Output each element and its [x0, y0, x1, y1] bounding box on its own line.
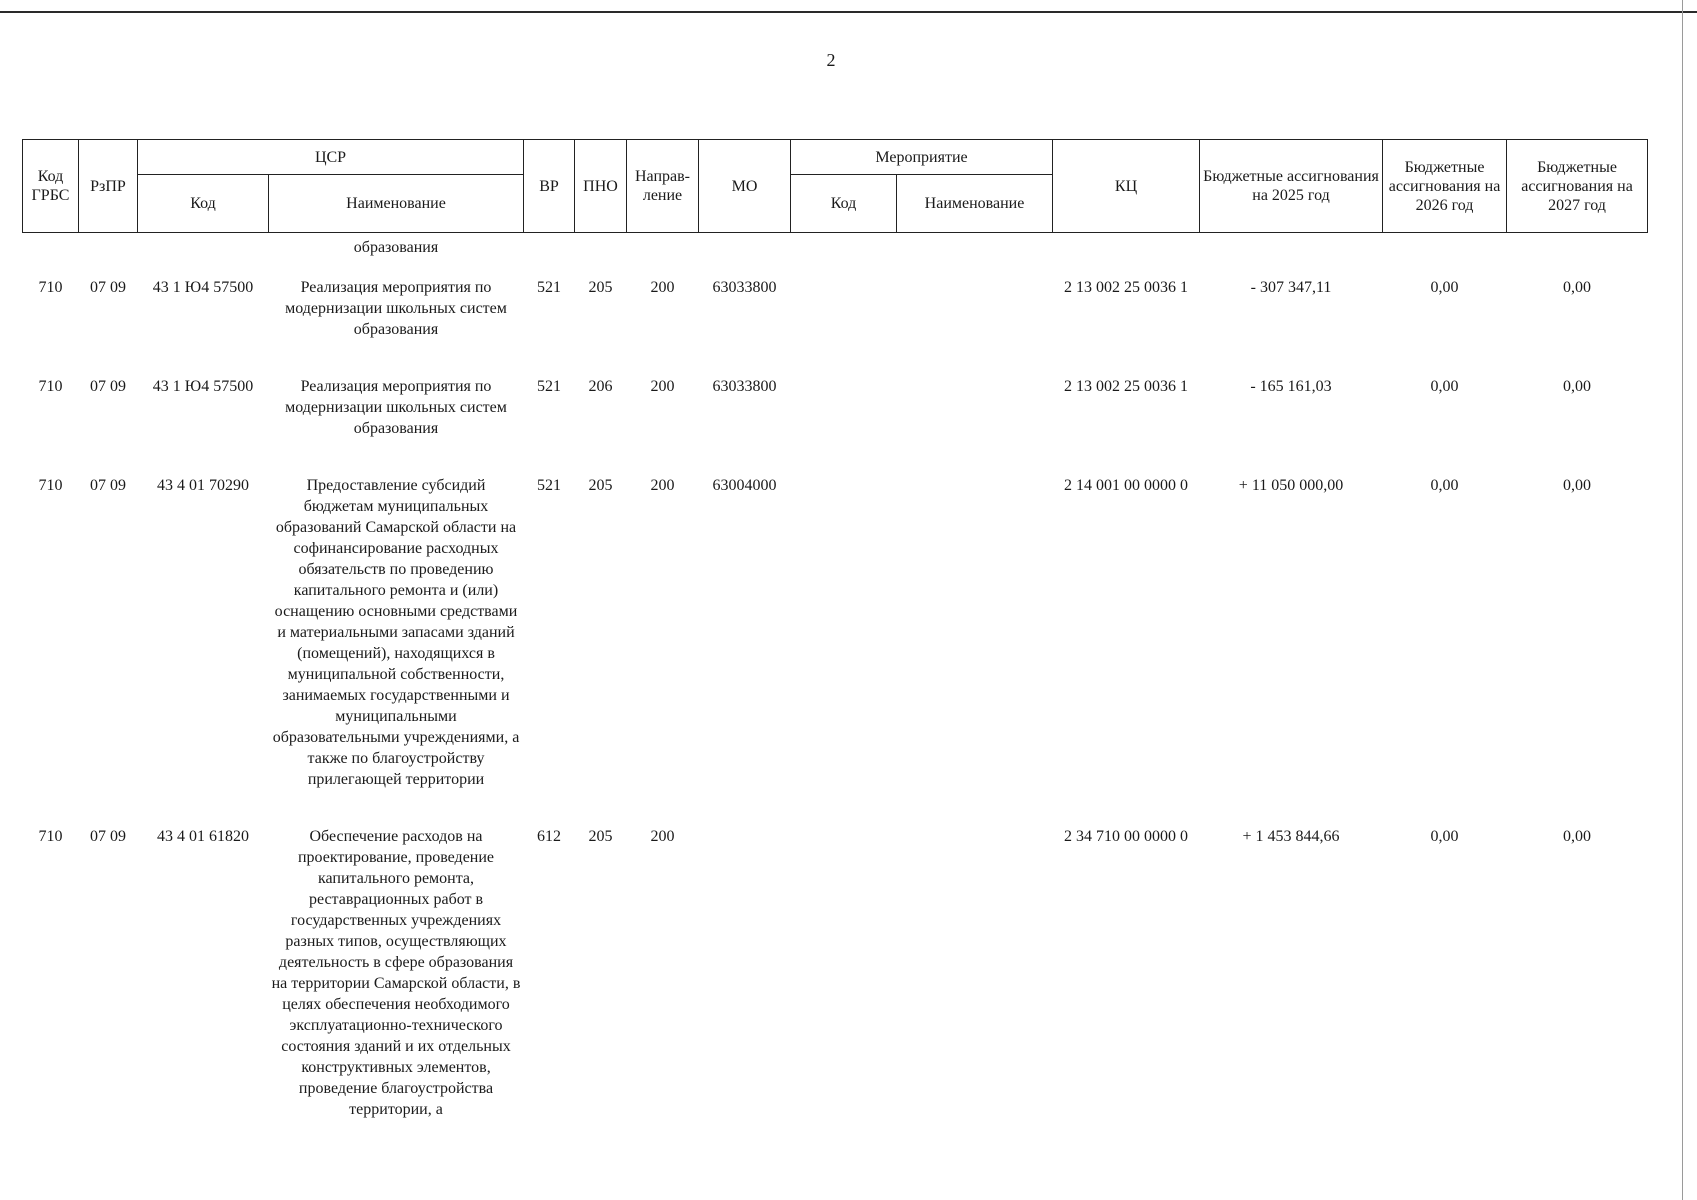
header-event: Мероприятие	[791, 140, 1053, 175]
cell-vr: 521	[537, 477, 561, 494]
table-body	[23, 233, 1648, 1121]
header-csr-code: Код	[138, 175, 269, 233]
cell-budget-2025: - 165 161,03	[1250, 378, 1332, 395]
table-header	[23, 140, 1648, 233]
cell-event-name	[897, 267, 1053, 366]
header-kc: КЦ	[1053, 140, 1200, 233]
cell-budget-2025: + 1 453 844,66	[1242, 828, 1340, 845]
cell-pno: 206	[588, 378, 613, 395]
table-row	[23, 465, 1648, 816]
header-event-name: Наименование	[897, 175, 1053, 233]
header-pno: ПНО	[575, 140, 627, 233]
header-mo: МО	[699, 140, 791, 233]
cell-direction: 200	[650, 279, 675, 296]
cell-vr: 521	[537, 378, 561, 395]
header-grbs: Код ГРБС	[23, 140, 79, 233]
cell-vr: 612	[537, 828, 561, 845]
cell-event-code	[791, 267, 897, 366]
header-budget-2025: Бюджетные ассигнования на 2025 год	[1200, 140, 1383, 233]
cell-kc: 2 14 001 00 0000 0	[1064, 477, 1189, 494]
cell-grbs: 710	[38, 477, 63, 494]
header-direction: Направ-ление	[627, 140, 699, 233]
cell-rzpr: 07 09	[90, 279, 126, 296]
right-rule	[1682, 0, 1683, 1200]
header-csr-name: Наименование	[269, 175, 524, 233]
page-number: 2	[826, 50, 836, 70]
header-budget-2027: Бюджетные ассигнования на 2027 год	[1507, 140, 1648, 233]
cell-budget-2027: 0,00	[1563, 828, 1592, 845]
cell-pno: 205	[588, 477, 613, 494]
cell-budget-2025: - 307 347,11	[1250, 279, 1332, 296]
cell-mo: 63033800	[712, 279, 777, 296]
continuation-row	[23, 233, 1648, 268]
cell-vr: 521	[537, 279, 561, 296]
continuation-text: образования	[353, 239, 439, 256]
cell-event-code	[791, 816, 897, 1120]
cell-budget-2026: 0,00	[1430, 378, 1459, 395]
header-rzpr: РзПР	[79, 140, 138, 233]
cell-event-name	[897, 366, 1053, 465]
table-row	[23, 366, 1648, 465]
cell-csr-code: 43 4 01 70290	[157, 477, 249, 494]
cell-kc: 2 13 002 25 0036 1	[1064, 279, 1189, 296]
cell-csr-name: Обеспечение расходов на проектирование, проведение капитального ремонта, реставрационных работ в государственных учреждениях разных типов, осуществляющих деятельность в сфере образования на территории Самарской области, в целях обеспечения необходимого эксплуатационно-технического состояния зданий и их отдельных конструктивных элементов, проведение благоустройства территории, а	[271, 828, 521, 1118]
cell-csr-code: 43 1 Ю4 57500	[152, 279, 254, 296]
cell-rzpr: 07 09	[90, 828, 126, 845]
cell-pno: 205	[588, 279, 613, 296]
cell-kc: 2 34 710 00 0000 0	[1064, 828, 1189, 845]
cell-csr-name: Реализация мероприятия по модернизации школьных систем образования	[285, 279, 507, 338]
cell-event-code	[791, 366, 897, 465]
cell-csr-code: 43 4 01 61820	[157, 828, 249, 845]
table-row	[23, 267, 1648, 366]
cell-budget-2026: 0,00	[1430, 828, 1459, 845]
cell-csr-name: Реализация мероприятия по модернизации школьных систем образования	[285, 378, 507, 437]
header-vr: ВР	[524, 140, 575, 233]
cell-direction: 200	[650, 477, 675, 494]
table-row	[23, 816, 1648, 1120]
cell-budget-2026: 0,00	[1430, 279, 1459, 296]
cell-direction: 200	[650, 378, 675, 395]
cell-mo: 63033800	[712, 378, 777, 395]
cell-budget-2027: 0,00	[1563, 378, 1592, 395]
cell-mo	[699, 816, 791, 1120]
cell-grbs: 710	[38, 378, 63, 395]
header-event-code: Код	[791, 175, 897, 233]
cell-budget-2026: 0,00	[1430, 477, 1459, 494]
cell-event-name	[897, 465, 1053, 816]
cell-kc: 2 13 002 25 0036 1	[1064, 378, 1189, 395]
cell-grbs: 710	[38, 828, 63, 845]
cell-rzpr: 07 09	[90, 477, 126, 494]
cell-grbs: 710	[38, 279, 63, 296]
cell-csr-code: 43 1 Ю4 57500	[152, 378, 254, 395]
cell-budget-2025: + 11 050 000,00	[1238, 477, 1344, 494]
header-budget-2026: Бюджетные ассигнования на 2026 год	[1383, 140, 1507, 233]
header-csr: ЦСР	[138, 140, 524, 175]
cell-pno: 205	[588, 828, 613, 845]
cell-event-name	[897, 816, 1053, 1120]
top-rule	[0, 11, 1697, 13]
cell-budget-2027: 0,00	[1563, 279, 1592, 296]
cell-mo: 63004000	[712, 477, 777, 494]
cell-budget-2027: 0,00	[1563, 477, 1592, 494]
cell-direction: 200	[650, 828, 675, 845]
cell-csr-name: Предоставление субсидий бюджетам муниципальных образований Самарской области на софинансирование расходных обязательств по проведению капитального ремонта и (или) оснащению основными средствами и материальными запасами зданий (помещений), находящихся в муниципальной собственности, занимаемых государственными и муниципальными образовательными учреждениями, а также по благоустройству прилегающей территории	[272, 477, 520, 788]
budget-table	[22, 139, 1648, 1120]
cell-event-code	[791, 465, 897, 816]
cell-rzpr: 07 09	[90, 378, 126, 395]
